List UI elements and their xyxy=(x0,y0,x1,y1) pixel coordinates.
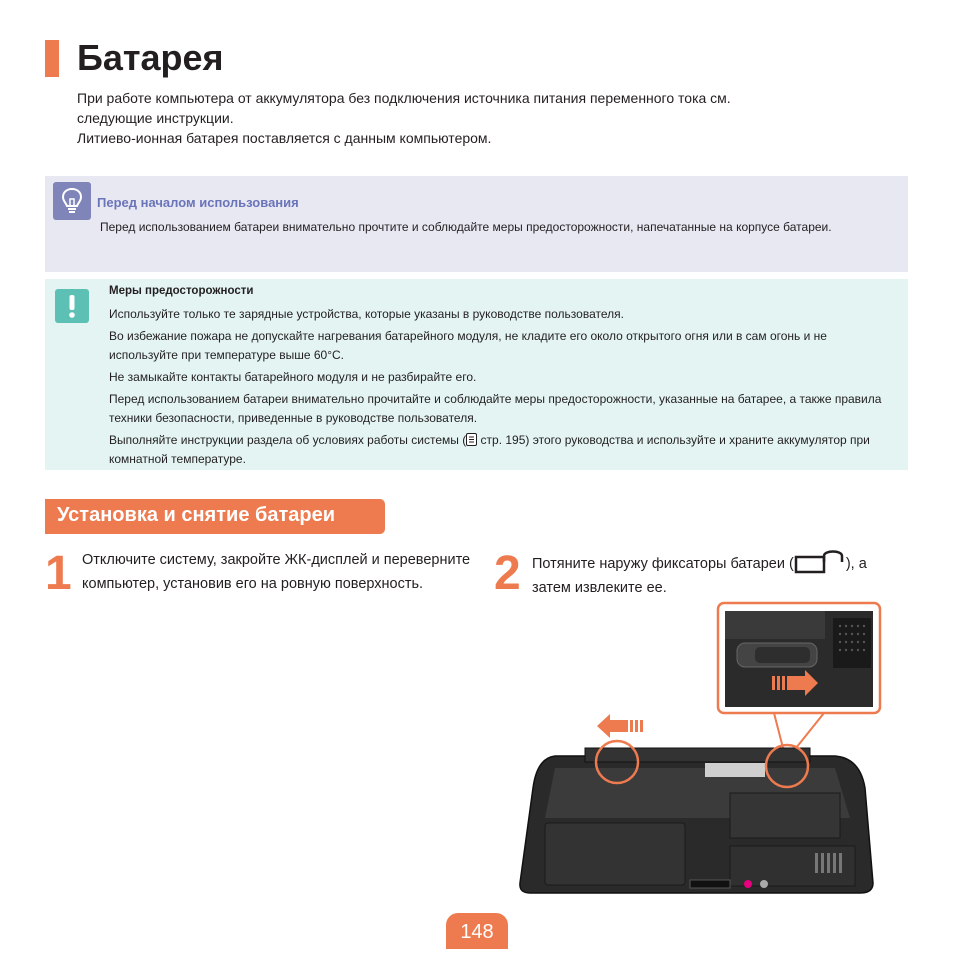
arrow-left-icon xyxy=(597,714,643,738)
intro-line: следующие инструкции. xyxy=(77,110,234,126)
step-text-part: ), а затем извлеките ее. xyxy=(532,556,867,596)
title-accent-bar xyxy=(45,40,59,77)
page-number-badge xyxy=(446,913,508,949)
unlock-icon xyxy=(794,548,846,574)
step-text: Отключите систему, закройте ЖК-дисплей и переверните компьютер, установив его на ровную поверхность. xyxy=(82,552,471,592)
tip-title: Перед началом использования xyxy=(97,195,299,210)
warning-item: Во избежание пожара не допускайте нагревания батарейного модуля, не кладите его около открытого огня или в сам огонь и не используйте при температуре выше 60°C. xyxy=(109,329,827,362)
exclamation-icon xyxy=(55,289,89,323)
warning-item: Не замыкайте контакты батарейного модуля и не разбирайте его. xyxy=(109,370,477,384)
page-number: 148 xyxy=(460,921,494,943)
step-text xyxy=(532,548,902,600)
page-reference-icon xyxy=(466,433,477,446)
warning-list xyxy=(109,305,899,472)
step-number: 1 xyxy=(45,547,72,600)
intro-text xyxy=(77,88,877,148)
warning-item: Перед использованием батареи внимательно прочитайте и соблюдайте меры предосторожности, указанные на батарее, а также правила техники безопасности, приведенные в руководстве пользователя. xyxy=(109,392,882,425)
step-number: 2 xyxy=(494,547,521,600)
section-heading xyxy=(45,499,385,534)
section-heading-text: Установка и снятие батареи xyxy=(57,504,336,526)
lightbulb-icon xyxy=(53,182,91,220)
page-title: Батарея xyxy=(77,37,224,78)
warning-item-text: стр. 195) этого руководства и используйте и храните аккумулятор при комнатной температуре. xyxy=(109,433,870,466)
latch-zoom-inset xyxy=(718,603,880,713)
intro-line: При работе компьютера от аккумулятора без подключения источника питания переменного тока см. xyxy=(77,90,731,106)
tip-text: Перед использованием батареи внимательно прочтите и соблюдайте меры предосторожности, напечатанные на корпусе батареи. xyxy=(100,220,832,234)
warning-title: Меры предосторожности xyxy=(109,285,254,297)
step-text-part: Потяните наружу фиксаторы батареи ( xyxy=(532,556,794,572)
warning-item xyxy=(109,431,899,469)
battery-removal-illustration xyxy=(515,598,885,903)
warning-item: Используйте только те зарядные устройства, которые указаны в руководстве пользователя. xyxy=(109,307,624,321)
warning-item-text: Выполняйте инструкции раздела об условиях работы системы ( xyxy=(109,433,467,447)
intro-line: Литиево-ионная батарея поставляется с данным компьютером. xyxy=(77,130,492,146)
